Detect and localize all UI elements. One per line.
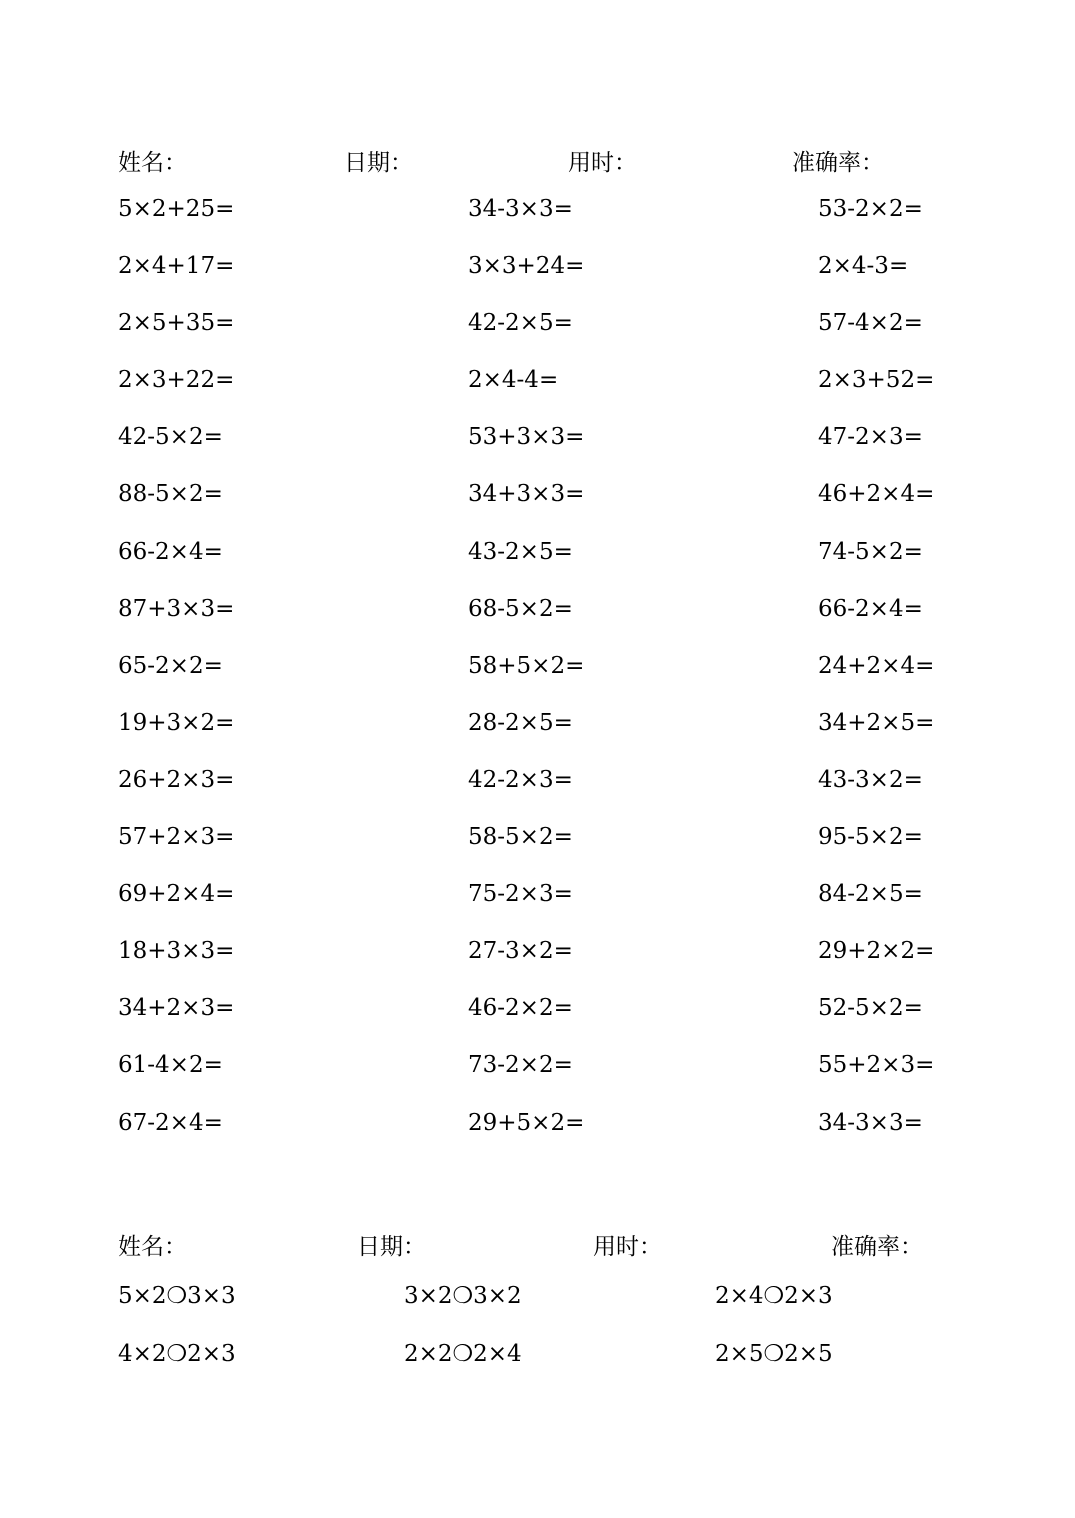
problem: 2×4+17= bbox=[118, 253, 235, 280]
comparison-problem: 5×2❍3×3 bbox=[118, 1283, 236, 1309]
problem: 47-2×3= bbox=[818, 424, 923, 451]
problem: 26+2×3= bbox=[118, 766, 235, 793]
problem: 55+2×3= bbox=[818, 1052, 935, 1079]
comparison-problem: 3×2❍3×2 bbox=[404, 1283, 522, 1309]
problem-row bbox=[0, 1110, 1075, 1167]
comparison-row bbox=[0, 1341, 1075, 1399]
problem-row bbox=[0, 824, 1075, 881]
name-label: 姓名： bbox=[118, 1234, 187, 1260]
problem: 57-4×2= bbox=[818, 310, 923, 337]
arithmetic-problem-grid bbox=[0, 196, 1075, 1167]
problem: 74-5×2= bbox=[818, 538, 923, 565]
comparison-problem-grid bbox=[0, 1283, 1075, 1399]
problem: 53+3×3= bbox=[468, 424, 585, 451]
problem-row bbox=[0, 710, 1075, 767]
problem: 29+5×2= bbox=[468, 1109, 585, 1136]
time-label: 用时： bbox=[593, 1234, 662, 1260]
problem: 46-2×2= bbox=[468, 995, 573, 1022]
section1-header bbox=[0, 144, 1075, 180]
comparison-problem: 4×2❍2×3 bbox=[118, 1341, 236, 1367]
problem-row bbox=[0, 196, 1075, 253]
problem: 2×4-3= bbox=[818, 253, 909, 280]
time-label: 用时： bbox=[568, 150, 637, 176]
problem: 57+2×3= bbox=[118, 824, 235, 851]
problem: 69+2×4= bbox=[118, 881, 235, 908]
problem: 61-4×2= bbox=[118, 1052, 223, 1079]
problem: 88-5×2= bbox=[118, 481, 223, 508]
problem-row bbox=[0, 310, 1075, 367]
problem-row bbox=[0, 653, 1075, 710]
date-label: 日期： bbox=[344, 150, 413, 176]
problem: 2×3+22= bbox=[118, 367, 235, 394]
problem: 53-2×2= bbox=[818, 196, 923, 222]
problem: 19+3×2= bbox=[118, 709, 235, 736]
problem: 2×5+35= bbox=[118, 310, 235, 337]
problem-row bbox=[0, 539, 1075, 596]
problem: 42-5×2= bbox=[118, 424, 223, 451]
problem-row bbox=[0, 596, 1075, 653]
problem: 75-2×3= bbox=[468, 881, 573, 908]
problem: 68-5×2= bbox=[468, 595, 573, 622]
problem: 67-2×4= bbox=[118, 1109, 223, 1136]
problem: 43-3×2= bbox=[818, 766, 923, 793]
problem: 87+3×3= bbox=[118, 595, 235, 622]
accuracy-label: 准确率： bbox=[831, 1234, 923, 1260]
accuracy-label: 准确率： bbox=[792, 150, 884, 176]
problem: 27-3×2= bbox=[468, 938, 573, 965]
problem: 95-5×2= bbox=[818, 824, 923, 851]
section2-header bbox=[0, 1228, 1075, 1264]
problem-row bbox=[0, 767, 1075, 824]
problem: 34-3×3= bbox=[468, 196, 573, 222]
problem-row bbox=[0, 367, 1075, 424]
problem: 2×4-4= bbox=[468, 367, 559, 394]
problem-row bbox=[0, 1052, 1075, 1109]
problem: 18+3×3= bbox=[118, 938, 235, 965]
name-label: 姓名： bbox=[118, 150, 187, 176]
comparison-row bbox=[0, 1283, 1075, 1341]
problem-row bbox=[0, 881, 1075, 938]
problem: 43-2×5= bbox=[468, 538, 573, 565]
problem: 84-2×5= bbox=[818, 881, 923, 908]
problem: 5×2+25= bbox=[118, 196, 235, 222]
problem: 46+2×4= bbox=[818, 481, 935, 508]
comparison-problem: 2×2❍2×4 bbox=[404, 1341, 522, 1367]
comparison-problem: 2×5❍2×5 bbox=[715, 1341, 833, 1367]
problem-row bbox=[0, 253, 1075, 310]
problem: 52-5×2= bbox=[818, 995, 923, 1022]
problem: 34+2×5= bbox=[818, 709, 935, 736]
problem-row bbox=[0, 424, 1075, 481]
problem: 58-5×2= bbox=[468, 824, 573, 851]
problem-row bbox=[0, 938, 1075, 995]
problem: 66-2×4= bbox=[818, 595, 923, 622]
problem: 65-2×2= bbox=[118, 652, 223, 679]
problem: 28-2×5= bbox=[468, 709, 573, 736]
problem: 2×3+52= bbox=[818, 367, 935, 394]
problem-row bbox=[0, 995, 1075, 1052]
problem: 3×3+24= bbox=[468, 253, 585, 280]
problem: 42-2×5= bbox=[468, 310, 573, 337]
problem: 66-2×4= bbox=[118, 538, 223, 565]
problem: 34-3×3= bbox=[818, 1109, 923, 1136]
problem-row bbox=[0, 481, 1075, 538]
comparison-problem: 2×4❍2×3 bbox=[715, 1283, 833, 1309]
problem: 29+2×2= bbox=[818, 938, 935, 965]
problem: 58+5×2= bbox=[468, 652, 585, 679]
problem: 24+2×4= bbox=[818, 652, 935, 679]
problem: 34+3×3= bbox=[468, 481, 585, 508]
date-label: 日期： bbox=[357, 1234, 426, 1260]
problem: 73-2×2= bbox=[468, 1052, 573, 1079]
problem: 34+2×3= bbox=[118, 995, 235, 1022]
problem: 42-2×3= bbox=[468, 766, 573, 793]
